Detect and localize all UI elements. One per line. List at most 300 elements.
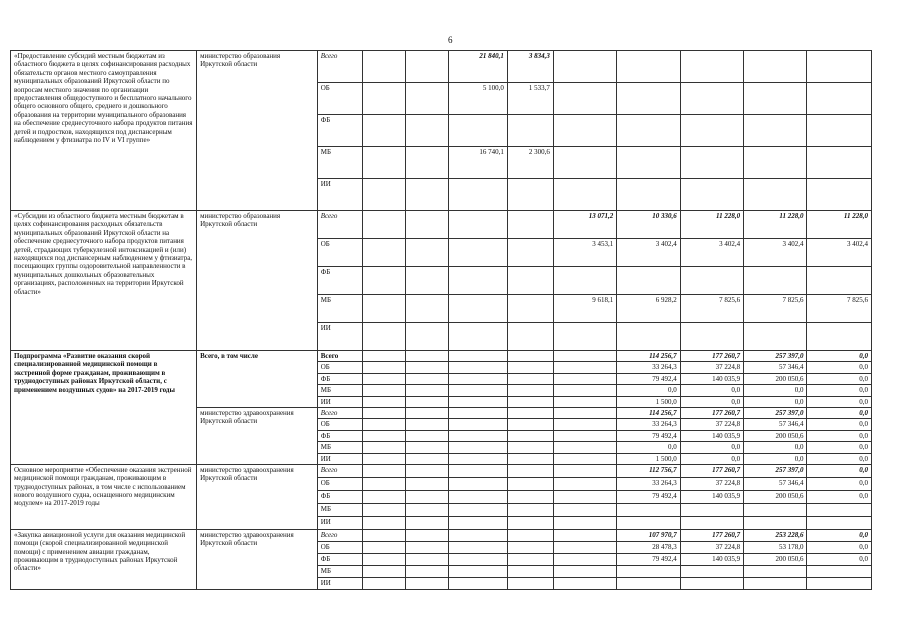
amount-cell: 33 264,3 bbox=[617, 362, 680, 373]
amount-cell bbox=[405, 453, 448, 464]
amount-cell: 0,0 bbox=[807, 351, 872, 362]
amount-cell: 0,0 bbox=[807, 362, 872, 373]
amount-cell: 7 825,6 bbox=[680, 295, 743, 323]
amount-cell bbox=[362, 464, 405, 477]
amount-cell bbox=[507, 295, 553, 323]
amount-cell bbox=[448, 407, 507, 418]
amount-cell bbox=[553, 430, 616, 441]
amount-cell: 33 264,3 bbox=[617, 419, 680, 430]
amount-cell bbox=[448, 239, 507, 267]
amount-cell: 177 260,7 bbox=[680, 464, 743, 477]
amount-cell: 57 346,4 bbox=[744, 477, 807, 490]
amount-cell bbox=[680, 565, 743, 577]
amount-cell bbox=[362, 503, 405, 516]
funding-source: ИИ bbox=[317, 453, 362, 464]
responsible-organization: министерство здравоохранения Иркутской области bbox=[197, 529, 318, 589]
amount-cell bbox=[744, 115, 807, 147]
amount-cell bbox=[617, 267, 680, 295]
funding-source: ФБ bbox=[317, 553, 362, 565]
amount-cell: 79 492,4 bbox=[617, 373, 680, 384]
amount-cell bbox=[807, 115, 872, 147]
amount-cell bbox=[553, 51, 616, 83]
amount-cell: 0,0 bbox=[807, 553, 872, 565]
amount-cell bbox=[405, 362, 448, 373]
amount-cell: 0,0 bbox=[680, 385, 743, 396]
amount-cell: 1 500,0 bbox=[617, 453, 680, 464]
amount-cell bbox=[680, 179, 743, 211]
amount-cell bbox=[507, 351, 553, 362]
amount-cell: 177 260,7 bbox=[680, 529, 743, 541]
funding-source: ОБ bbox=[317, 83, 362, 115]
amount-cell: 3 453,1 bbox=[553, 239, 616, 267]
amount-cell bbox=[617, 51, 680, 83]
amount-cell bbox=[362, 323, 405, 351]
amount-cell bbox=[507, 239, 553, 267]
amount-cell bbox=[553, 323, 616, 351]
responsible-organization: министерство здравоохранения Иркутской области bbox=[197, 407, 318, 464]
funding-source: ИИ bbox=[317, 179, 362, 211]
amount-cell bbox=[680, 503, 743, 516]
amount-cell bbox=[553, 464, 616, 477]
amount-cell bbox=[448, 396, 507, 407]
amount-cell bbox=[405, 516, 448, 529]
amount-cell: 0,0 bbox=[680, 453, 743, 464]
amount-cell bbox=[507, 529, 553, 541]
amount-cell bbox=[680, 51, 743, 83]
amount-cell: 200 050,6 bbox=[744, 430, 807, 441]
amount-cell bbox=[807, 83, 872, 115]
amount-cell bbox=[405, 464, 448, 477]
amount-cell bbox=[744, 323, 807, 351]
amount-cell: 16 740,1 bbox=[448, 147, 507, 179]
amount-cell bbox=[405, 442, 448, 453]
amount-cell bbox=[553, 529, 616, 541]
amount-cell bbox=[507, 419, 553, 430]
amount-cell bbox=[405, 490, 448, 503]
amount-cell: 140 035,9 bbox=[680, 430, 743, 441]
amount-cell bbox=[362, 267, 405, 295]
amount-cell bbox=[448, 541, 507, 553]
amount-cell bbox=[448, 553, 507, 565]
amount-cell: 112 756,7 bbox=[617, 464, 680, 477]
budget-table bbox=[10, 50, 872, 590]
amount-cell bbox=[362, 565, 405, 577]
page-number: 6 bbox=[448, 35, 453, 45]
amount-cell bbox=[448, 179, 507, 211]
amount-cell bbox=[553, 267, 616, 295]
amount-cell bbox=[405, 351, 448, 362]
amount-cell: 3 402,4 bbox=[744, 239, 807, 267]
amount-cell bbox=[507, 477, 553, 490]
amount-cell: 253 228,6 bbox=[744, 529, 807, 541]
amount-cell bbox=[448, 323, 507, 351]
amount-cell bbox=[448, 516, 507, 529]
amount-cell bbox=[744, 83, 807, 115]
amount-cell bbox=[680, 267, 743, 295]
amount-cell: 11 228,0 bbox=[680, 211, 743, 239]
amount-cell bbox=[362, 516, 405, 529]
amount-cell bbox=[405, 396, 448, 407]
amount-cell bbox=[507, 362, 553, 373]
amount-cell: 3 402,4 bbox=[680, 239, 743, 267]
amount-cell bbox=[680, 577, 743, 589]
table-row bbox=[11, 211, 872, 239]
amount-cell bbox=[507, 267, 553, 295]
amount-cell bbox=[362, 442, 405, 453]
funding-source: Всего bbox=[317, 51, 362, 83]
amount-cell bbox=[448, 442, 507, 453]
amount-cell bbox=[553, 516, 616, 529]
amount-cell: 0,0 bbox=[807, 442, 872, 453]
amount-cell bbox=[744, 516, 807, 529]
amount-cell bbox=[405, 430, 448, 441]
amount-cell bbox=[617, 323, 680, 351]
measure-description: «Предоставление субсидий местным бюджетам из областного бюджета в целях софинансирования расходных обязательств органов местного самоуправления муниципальных образований Иркутской области по вопросам местного значения по организации предоставления общедоступного и бесплатного начального общего основного общего, среднего и дошкольного образования на территории муниципального образования на обеспечение среднесуточного набора продуктов питания детей и подростков, находящихся под диспансерным наблюдением у фтизиатра по IV и VI группе» bbox=[11, 51, 197, 211]
amount-cell bbox=[553, 453, 616, 464]
amount-cell bbox=[507, 541, 553, 553]
amount-cell: 0,0 bbox=[807, 385, 872, 396]
amount-cell bbox=[553, 577, 616, 589]
amount-cell bbox=[807, 577, 872, 589]
amount-cell: 79 492,4 bbox=[617, 553, 680, 565]
amount-cell: 0,0 bbox=[807, 419, 872, 430]
amount-cell bbox=[362, 407, 405, 418]
funding-source: МБ bbox=[317, 565, 362, 577]
amount-cell bbox=[362, 51, 405, 83]
amount-cell: 114 256,7 bbox=[617, 351, 680, 362]
amount-cell: 200 050,6 bbox=[744, 490, 807, 503]
amount-cell bbox=[680, 147, 743, 179]
amount-cell bbox=[553, 503, 616, 516]
funding-source: МБ bbox=[317, 503, 362, 516]
funding-source: Всего bbox=[317, 464, 362, 477]
amount-cell: 0,0 bbox=[617, 442, 680, 453]
amount-cell bbox=[448, 385, 507, 396]
amount-cell bbox=[362, 115, 405, 147]
amount-cell: 0,0 bbox=[807, 453, 872, 464]
amount-cell: 0,0 bbox=[807, 407, 872, 418]
amount-cell: 0,0 bbox=[617, 385, 680, 396]
amount-cell bbox=[405, 503, 448, 516]
amount-cell bbox=[507, 407, 553, 418]
measure-description: «Закупка авиационной услуги для оказания медицинской помощи (скорой специализированной медицинской помощи) с применением авиации гражданам, проживающим в труднодоступных районах Иркутской области» bbox=[11, 529, 197, 589]
amount-cell: 200 050,6 bbox=[744, 553, 807, 565]
amount-cell bbox=[405, 267, 448, 295]
amount-cell bbox=[507, 490, 553, 503]
amount-cell: 53 178,0 bbox=[744, 541, 807, 553]
amount-cell: 3 402,4 bbox=[617, 239, 680, 267]
funding-source: Всего bbox=[317, 211, 362, 239]
amount-cell bbox=[448, 351, 507, 362]
amount-cell bbox=[553, 490, 616, 503]
amount-cell bbox=[553, 419, 616, 430]
funding-source: ИИ bbox=[317, 516, 362, 529]
amount-cell: 0,0 bbox=[807, 477, 872, 490]
amount-cell: 37 224,8 bbox=[680, 362, 743, 373]
amount-cell bbox=[617, 147, 680, 179]
amount-cell: 0,0 bbox=[744, 442, 807, 453]
amount-cell bbox=[507, 385, 553, 396]
amount-cell: 57 346,4 bbox=[744, 419, 807, 430]
amount-cell bbox=[553, 362, 616, 373]
amount-cell bbox=[507, 373, 553, 384]
amount-cell bbox=[405, 323, 448, 351]
funding-source: ОБ bbox=[317, 419, 362, 430]
amount-cell bbox=[807, 51, 872, 83]
funding-source: ФБ bbox=[317, 490, 362, 503]
amount-cell: 257 397,0 bbox=[744, 464, 807, 477]
amount-cell bbox=[507, 396, 553, 407]
amount-cell: 107 970,7 bbox=[617, 529, 680, 541]
amount-cell bbox=[448, 267, 507, 295]
amount-cell bbox=[807, 565, 872, 577]
amount-cell bbox=[405, 385, 448, 396]
amount-cell: 3 834,3 bbox=[507, 51, 553, 83]
amount-cell: 21 840,1 bbox=[448, 51, 507, 83]
responsible-organization: министерство здравоохранения Иркутской области bbox=[197, 464, 318, 529]
amount-cell bbox=[362, 577, 405, 589]
amount-cell bbox=[362, 362, 405, 373]
amount-cell bbox=[362, 351, 405, 362]
amount-cell bbox=[448, 565, 507, 577]
amount-cell: 0,0 bbox=[807, 373, 872, 384]
table-row bbox=[11, 351, 872, 362]
funding-source: Всего bbox=[317, 407, 362, 418]
amount-cell bbox=[553, 115, 616, 147]
amount-cell bbox=[362, 373, 405, 384]
funding-source: ИИ bbox=[317, 396, 362, 407]
amount-cell bbox=[448, 464, 507, 477]
amount-cell: 177 260,7 bbox=[680, 407, 743, 418]
amount-cell bbox=[807, 147, 872, 179]
amount-cell: 140 035,9 bbox=[680, 553, 743, 565]
amount-cell: 0,0 bbox=[680, 396, 743, 407]
funding-source: МБ bbox=[317, 295, 362, 323]
amount-cell bbox=[405, 211, 448, 239]
amount-cell bbox=[807, 503, 872, 516]
amount-cell bbox=[553, 407, 616, 418]
amount-cell bbox=[553, 477, 616, 490]
amount-cell bbox=[405, 83, 448, 115]
funding-source: ОБ bbox=[317, 541, 362, 553]
amount-cell: 57 346,4 bbox=[744, 362, 807, 373]
amount-cell bbox=[680, 516, 743, 529]
amount-cell bbox=[448, 453, 507, 464]
amount-cell bbox=[405, 239, 448, 267]
amount-cell bbox=[507, 179, 553, 211]
amount-cell bbox=[617, 503, 680, 516]
amount-cell bbox=[553, 83, 616, 115]
amount-cell bbox=[553, 351, 616, 362]
amount-cell bbox=[553, 442, 616, 453]
amount-cell bbox=[553, 565, 616, 577]
amount-cell bbox=[507, 211, 553, 239]
responsible-organization: министерство образования Иркутской области bbox=[197, 51, 318, 211]
amount-cell bbox=[744, 51, 807, 83]
amount-cell bbox=[507, 516, 553, 529]
amount-cell bbox=[448, 295, 507, 323]
amount-cell: 0,0 bbox=[680, 442, 743, 453]
funding-source: ИИ bbox=[317, 323, 362, 351]
amount-cell: 1 500,0 bbox=[617, 396, 680, 407]
amount-cell: 0,0 bbox=[807, 541, 872, 553]
amount-cell bbox=[507, 430, 553, 441]
amount-cell bbox=[617, 115, 680, 147]
amount-cell: 6 928,2 bbox=[617, 295, 680, 323]
funding-source: ОБ bbox=[317, 477, 362, 490]
amount-cell bbox=[405, 147, 448, 179]
amount-cell bbox=[553, 553, 616, 565]
amount-cell bbox=[744, 267, 807, 295]
amount-cell: 0,0 bbox=[807, 490, 872, 503]
responsible-organization: министерство образования Иркутской области bbox=[197, 211, 318, 351]
amount-cell bbox=[807, 179, 872, 211]
amount-cell bbox=[405, 295, 448, 323]
funding-source: ФБ bbox=[317, 267, 362, 295]
amount-cell bbox=[362, 453, 405, 464]
amount-cell bbox=[362, 295, 405, 323]
amount-cell: 2 300,6 bbox=[507, 147, 553, 179]
amount-cell bbox=[680, 323, 743, 351]
table-row bbox=[11, 529, 872, 541]
amount-cell bbox=[617, 565, 680, 577]
measure-description: Подпрограмма «Развитие оказания скорой специализированной медицинской помощи в экстренной форме гражданам, проживающим в труднодоступных районах Иркутской области, с применением воздушных судов» на 2017-2019 годы bbox=[11, 351, 197, 465]
amount-cell bbox=[362, 83, 405, 115]
amount-cell bbox=[448, 503, 507, 516]
amount-cell: 28 478,3 bbox=[617, 541, 680, 553]
amount-cell: 177 260,7 bbox=[680, 351, 743, 362]
amount-cell bbox=[362, 239, 405, 267]
amount-cell: 0,0 bbox=[807, 396, 872, 407]
amount-cell bbox=[362, 396, 405, 407]
funding-source: Всего bbox=[317, 351, 362, 362]
amount-cell bbox=[680, 115, 743, 147]
amount-cell bbox=[405, 373, 448, 384]
amount-cell: 0,0 bbox=[807, 464, 872, 477]
funding-source: ОБ bbox=[317, 239, 362, 267]
amount-cell: 13 071,2 bbox=[553, 211, 616, 239]
amount-cell bbox=[405, 419, 448, 430]
amount-cell: 11 228,0 bbox=[744, 211, 807, 239]
amount-cell bbox=[362, 430, 405, 441]
amount-cell: 3 402,4 bbox=[807, 239, 872, 267]
amount-cell: 0,0 bbox=[744, 396, 807, 407]
amount-cell bbox=[744, 179, 807, 211]
amount-cell: 79 492,4 bbox=[617, 430, 680, 441]
amount-cell: 1 533,7 bbox=[507, 83, 553, 115]
amount-cell bbox=[553, 541, 616, 553]
amount-cell bbox=[448, 477, 507, 490]
amount-cell: 200 050,6 bbox=[744, 373, 807, 384]
amount-cell bbox=[448, 419, 507, 430]
funding-source: МБ bbox=[317, 442, 362, 453]
amount-cell bbox=[362, 385, 405, 396]
amount-cell: 37 224,8 bbox=[680, 477, 743, 490]
measure-description: Основное мероприятие «Обеспечение оказания экстренной медицинской помощи гражданам, проживающим в труднодоступных районах, в том числе с использованием нового воздушного судна, оснащенного медицинским модулем» на 2017-2019 годы bbox=[11, 464, 197, 529]
amount-cell bbox=[553, 373, 616, 384]
amount-cell bbox=[553, 396, 616, 407]
amount-cell bbox=[405, 529, 448, 541]
amount-cell bbox=[362, 529, 405, 541]
amount-cell bbox=[362, 490, 405, 503]
funding-source: МБ bbox=[317, 147, 362, 179]
amount-cell bbox=[617, 577, 680, 589]
amount-cell bbox=[448, 430, 507, 441]
funding-source: ФБ bbox=[317, 430, 362, 441]
amount-cell: 114 256,7 bbox=[617, 407, 680, 418]
amount-cell bbox=[617, 516, 680, 529]
amount-cell bbox=[507, 453, 553, 464]
amount-cell: 33 264,3 bbox=[617, 477, 680, 490]
amount-cell bbox=[405, 407, 448, 418]
amount-cell bbox=[362, 477, 405, 490]
amount-cell: 7 825,6 bbox=[744, 295, 807, 323]
amount-cell bbox=[362, 179, 405, 211]
amount-cell bbox=[507, 442, 553, 453]
amount-cell bbox=[507, 577, 553, 589]
amount-cell bbox=[507, 553, 553, 565]
amount-cell: 257 397,0 bbox=[744, 407, 807, 418]
amount-cell bbox=[448, 529, 507, 541]
amount-cell bbox=[507, 565, 553, 577]
amount-cell: 10 330,6 bbox=[617, 211, 680, 239]
amount-cell bbox=[405, 179, 448, 211]
amount-cell bbox=[362, 419, 405, 430]
amount-cell bbox=[405, 565, 448, 577]
amount-cell bbox=[617, 83, 680, 115]
funding-source: ФБ bbox=[317, 115, 362, 147]
amount-cell: 0,0 bbox=[744, 385, 807, 396]
amount-cell: 140 035,9 bbox=[680, 373, 743, 384]
amount-cell bbox=[744, 147, 807, 179]
amount-cell: 5 100,0 bbox=[448, 83, 507, 115]
amount-cell bbox=[448, 211, 507, 239]
funding-source: МБ bbox=[317, 385, 362, 396]
amount-cell: 9 618,1 bbox=[553, 295, 616, 323]
amount-cell: 11 228,0 bbox=[807, 211, 872, 239]
amount-cell bbox=[807, 323, 872, 351]
amount-cell bbox=[448, 373, 507, 384]
amount-cell: 0,0 bbox=[807, 430, 872, 441]
funding-source: Всего bbox=[317, 529, 362, 541]
amount-cell bbox=[744, 565, 807, 577]
amount-cell bbox=[362, 211, 405, 239]
amount-cell: 140 035,9 bbox=[680, 490, 743, 503]
funding-source: ОБ bbox=[317, 362, 362, 373]
amount-cell bbox=[807, 267, 872, 295]
amount-cell bbox=[617, 179, 680, 211]
amount-cell bbox=[744, 577, 807, 589]
amount-cell bbox=[448, 362, 507, 373]
amount-cell bbox=[405, 577, 448, 589]
amount-cell bbox=[507, 115, 553, 147]
funding-source: ИИ bbox=[317, 577, 362, 589]
amount-cell bbox=[405, 477, 448, 490]
amount-cell bbox=[744, 503, 807, 516]
amount-cell bbox=[448, 115, 507, 147]
amount-cell bbox=[362, 147, 405, 179]
table-row bbox=[11, 464, 872, 477]
amount-cell: 7 825,6 bbox=[807, 295, 872, 323]
amount-cell bbox=[448, 577, 507, 589]
amount-cell: 0,0 bbox=[807, 529, 872, 541]
amount-cell bbox=[405, 115, 448, 147]
amount-cell bbox=[507, 323, 553, 351]
amount-cell bbox=[680, 83, 743, 115]
funding-source: ФБ bbox=[317, 373, 362, 384]
amount-cell: 257 397,0 bbox=[744, 351, 807, 362]
amount-cell bbox=[362, 541, 405, 553]
